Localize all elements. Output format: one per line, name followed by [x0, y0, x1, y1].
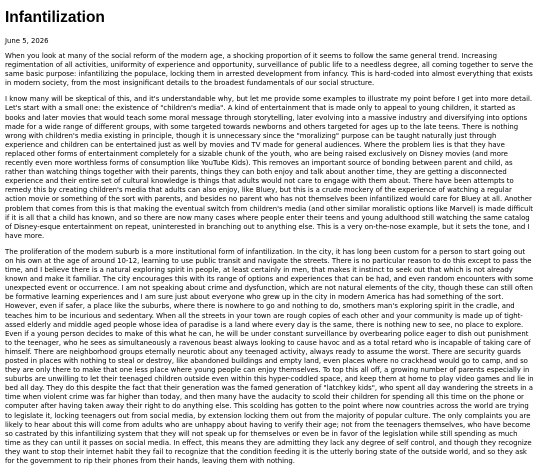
paragraph-suburbs: The proliferation of the modern suburb is a more institutional form of infantilization. In the city, it has long been custom for a person to start going out on his own at the age of around 10-12, learning to use public transit and navigate the streets. There is no particular reason to do this except to pass the time, and I believe there is a natural exploring spirit in people, at least certainly in men, that makes it instinct to seek out that which is not already known and make it familiar. The city encourages this with its range of options and experiences that can be had, and even random encounters with some unexpected event or occurrence. I am not speaking about crime and dysfunction, which are not natural elements of the city, though these can still often be formative learning experiences and I am sure just about everyone who grew up in the city in modern America has had something of the sort. However, even if safer, a place like the suburbs, where there is nowhere to go and nothing to do, smothers man's exploring spirit in the cradle, and teaches him to be incurious and sedentary. When all the streets in your town are rough copies of each other and your community is made up of tight-assed elderly and middle aged people whose idea of paradise is a land where every day is the same, there is nothing new to see, no place to explore. Even if a young person decides to make of this what he can, he will be under constant surveillance by overbearing police eager to dish out punishment to the teenager, who he sees as simultaneously a ravenous beast always looking to cause havoc and as a total retard who is incapable of taking care of himself. There are neighborhood groups eternally neurotic about any teenaged activity, always ready to assume the worst. There are security guards posted in places with nothing to steal or destroy, like abandoned buildings and empty land, even places where no crackhead would go to camp, and so they are only there to make that one less place where young people can enjoy themselves. To top this all off, a growing number of parents especially in suburbs are unwilling to let their teenaged children outside even within this hyper-coddled space, and keep them at home to play video games and lie in bed all day. They do this despite the fact that their generation was the famed generation of "latchkey kids", who spent all day wandering the streets in a time when violent crime was far higher than today, and then many have the audacity to scold their children for spending all this time on the phone or computer after having taken away their right to do anything else. This scolding has gotten to the point where now countries across the world are trying to legislate it, locking teenagers out from social media, by extension locking them out from the majority of popular culture. The only complaints you are likely to hear about this will come from adults who are unhappy about having to verify their age; not from the teenagers themselves, who have become so castrated by this infantilizing system that they will not speak up for themselves or even be in favor of the legislation while still spending as much time as they can until it passes on social media. In effect, this means they are admitting they lack any degree of self control, and though they recognize they want to stop their internet habit they fail to recognize that the condition feeding it is the utterly boring state of the outside world, and so they ask for the government to rip their phones from their hands, leaving them with nothing. [5, 247, 534, 466]
paragraph-childrens-media: I know many will be skeptical of this, and it's understandable why, but let me provide some examples to illustrate my point before I get into more detail. Let's start with a small one: the existence of "children's media". A kind of entertainment that is made only to appeal to young children, it started as books and later movies that would teach some moral message through storytelling, later evolving into a massive industry and diversifying into options made for a wide range of different groups, with some targeted towards newborns and others targeted for ages up to the late teens. There is nothing wrong with children's media existing in principle, though it is unnecessary since the "moralizing" purpose can be taught naturally just through experience and children can be entertained just as well by movies and TV made for general audiences. Where the problem lies is that they have replaced other forms of entertainment completely for a sizable chunk of the youth, who are being raised exclusively on Disney movies (and more recently even more worthless forms of consumption like YouTube Kids). This removes an important source of bonding between parent and child, as rather than watching things together with their parents, things they can both enjoy and talk about another time, they are getting a disconnected experience and their entire set of cultural knowledge is things that adults would not care to engage with them about. There have been attempts to remedy this by creating children's media that adults can also enjoy, like Bluey, but this is a crude mockery of the experience of watching a regular action movie or something of the sort with parents, and besides no parent who has not themselves been infantilized would care for Bluey at all. Another problem that comes from this is that making the eventual switch from children's media (and other similar moralistic options like Marvel) is made difficult if it is all that a child has known, and so there are now many cases where people enter their teens and young adulthood still watching the same catalog of Disney-esque entertainment on repeat, uninterested in branching out to anything else. This is a very on-the-nose example, but it sets the tone, and I have more. [5, 95, 533, 240]
page-title: Infantilization [5, 9, 105, 26]
paragraph-intro: When you look at many of the social reform of the modern age, a shocking proportion of it seems to follow the same general trend. Increasing regimentation of all activities, uniformity of experience and opportunity, surveillance of public life to a needless degree, all coming together to serve the same basic purpose: infantilizing the populace, locking them in arrested development from infancy. This is hard-coded into almost everything that exists in modern society, from the most insignificant details to the broadest fundamentals of our social structure. [5, 52, 533, 88]
publish-date: June 5, 2026 [5, 37, 49, 45]
